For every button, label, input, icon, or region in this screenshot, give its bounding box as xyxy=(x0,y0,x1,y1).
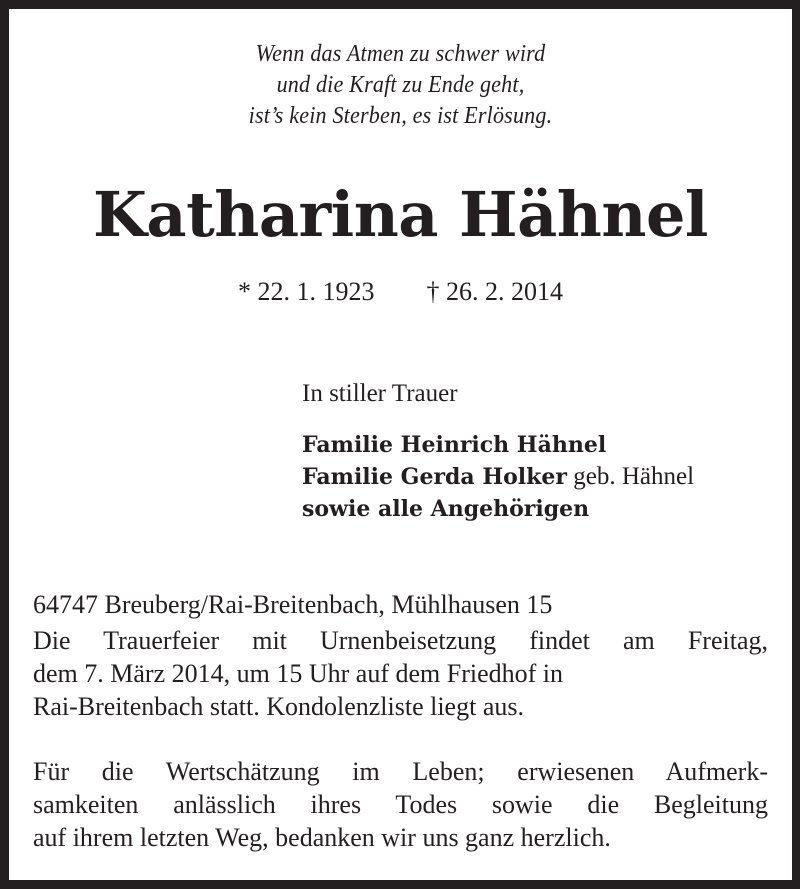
poem-line: ist’s kein Sterben, es ist Erlösung. xyxy=(248,103,553,129)
mourners-block xyxy=(302,377,694,525)
mourner-family xyxy=(302,461,694,493)
birth-date: * 22. 1. 1923 xyxy=(238,277,375,306)
service-details xyxy=(33,588,768,723)
obituary-notice xyxy=(9,9,792,880)
thanks-line: samkeiten anlässlich ihres Todes sowie die Begleitung xyxy=(33,790,768,819)
family-name: sowie alle Angehörigen xyxy=(302,496,590,522)
memorial-poem xyxy=(40,39,760,132)
mourning-intro: In stiller Trauer xyxy=(302,380,458,407)
poem-line: Wenn das Atmen zu schwer wird xyxy=(255,41,546,67)
service-line: Rai-Breitenbach statt. Kondolenzliste liegt aus. xyxy=(33,692,524,721)
service-line: Die Trauerfeier mit Urnenbeisetzung findet am Freitag, xyxy=(33,626,768,655)
thanks-line: auf ihrem letzten Weg, bedanken wir uns ganz herzlich. xyxy=(33,823,611,852)
family-address: 64747 Breuberg/Rai-Breitenbach, Mühlhausen 15 xyxy=(33,590,553,619)
family-name: Familie Gerda Holker xyxy=(302,464,567,490)
poem-line: und die Kraft zu Ende geht, xyxy=(276,72,525,98)
deceased-name: Katharina Hähnel xyxy=(93,178,708,251)
thanks-line: Für die Wertschätzung im Leben; erwiesenen Aufmerk- xyxy=(33,757,768,786)
family-suffix: geb. Hähnel xyxy=(567,463,695,490)
service-line: dem 7. März 2014, um 15 Uhr auf dem Friedhof in xyxy=(33,659,564,688)
family-name: Familie Heinrich Hähnel xyxy=(302,432,607,458)
life-dates xyxy=(9,275,792,309)
mourner-family xyxy=(302,493,694,525)
thanks-paragraph xyxy=(33,755,768,854)
death-date: † 26. 2. 2014 xyxy=(426,277,563,306)
mourner-family xyxy=(302,429,694,461)
